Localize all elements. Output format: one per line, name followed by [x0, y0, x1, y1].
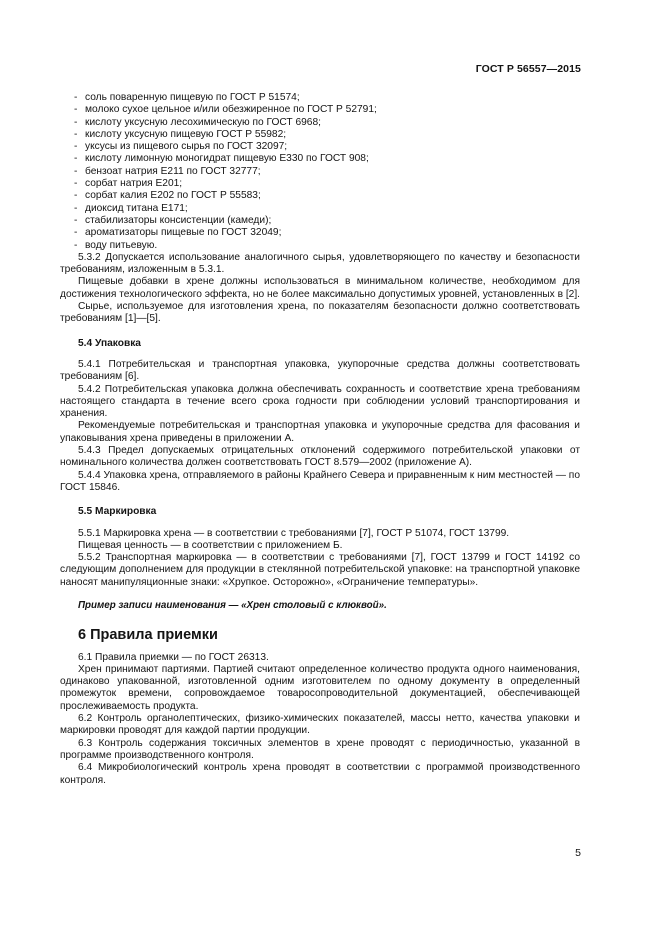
paragraph-additives: Пищевые добавки в хрене должны использоваться в минимальном количестве, необходимом для достижения технологического эффекта, но не более максимально допустимых уровней, установленных в [2]. — [60, 276, 580, 300]
page-number: 5 — [575, 847, 581, 859]
list-item — [60, 227, 580, 239]
list-item — [60, 166, 580, 178]
section-5-5-title: 5.5 Маркировка — [78, 506, 157, 518]
list-item — [60, 178, 580, 190]
list-dash: - — [74, 116, 78, 128]
list-dash: - — [74, 178, 78, 190]
list-item-text: кислоту уксусную лесохимическую по ГОСТ 6968; — [85, 116, 321, 128]
list-dash: - — [74, 202, 78, 214]
list-item-text: молоко сухое цельное и/или обезжиренное по ГОСТ Р 52791; — [85, 104, 377, 116]
section-6-title: 6 Правила приемки — [78, 627, 218, 644]
list-item — [60, 203, 580, 215]
list-item — [60, 117, 580, 129]
list-dash: - — [74, 92, 78, 103]
paragraph-raw-materials: Сырье, используемое для изготовления хрена, по показателям безопасности должно соответствовать требованиям [1]—[5]. — [60, 301, 580, 325]
paragraph-5-4-4: 5.4.4 Упаковка хрена, отправляемого в районы Крайнего Севера и приравненным к ним местностей — по ГОСТ 15846. — [60, 469, 580, 493]
list-item-text: диоксид титана Е171; — [85, 202, 188, 214]
paragraph-6-3: 6.3 Контроль содержания токсичных элементов в хрене проводят с периодичностью, указанной в программе производственного контроля. — [60, 737, 580, 761]
list-item-text: кислоту уксусную пищевую ГОСТ Р 55982; — [85, 128, 287, 140]
list-item-text: сорбат натрия Е201; — [85, 178, 183, 190]
list-dash: - — [74, 153, 78, 165]
paragraph-5-4-2: 5.4.2 Потребительская упаковка должна обеспечивать сохранность и соответствие хрена требованиям настоящего стандарта в течение всего срока годности при соблюдении условий транспортирования и хранения. — [60, 383, 580, 420]
list-dash: - — [74, 214, 78, 226]
list-item-text: сорбат калия Е202 по ГОСТ Р 55583; — [85, 190, 261, 202]
list-item — [60, 129, 580, 141]
list-item-text: ароматизаторы пищевые по ГОСТ 32049; — [85, 227, 282, 239]
list-dash: - — [74, 190, 78, 202]
paragraph-recommended-packaging: Рекомендуемые потребительская и транспортная упаковка и укупорочные средства для фасования и упаковывания хрена приведены в приложении А. — [60, 420, 580, 444]
paragraph-nutrition: Пищевая ценность — в соответствии с приложением Б. — [78, 539, 343, 551]
list-item-text: соль поваренную пищевую по ГОСТ Р 51574; — [85, 92, 300, 103]
list-item — [60, 153, 580, 165]
paragraph-6-1: 6.1 Правила приемки — по ГОСТ 26313. — [78, 651, 269, 663]
paragraph-5-5-1: 5.5.1 Маркировка хрена — в соответствии с требованиями [7], ГОСТ Р 51074, ГОСТ 13799. — [78, 527, 510, 539]
list-item-text: воду питьевую. — [85, 239, 158, 251]
naming-example: Пример записи наименования — «Хрен столовый с клюквой». — [78, 599, 387, 611]
list-item-text: кислоту лимонную моногидрат пищевую Е330 по ГОСТ 908; — [85, 153, 369, 165]
paragraph-5-3-2: 5.3.2 Допускается использование аналогичного сырья, удовлетворяющего по качеству и безопасности требованиям, изложенным в 5.3.1. — [60, 251, 580, 276]
paragraph-5-4-1: 5.4.1 Потребительская и транспортная упаковка, укупорочные средства должны соответствовать требованиям [6]. — [60, 358, 580, 383]
list-dash: - — [74, 141, 78, 153]
list-item — [60, 190, 580, 202]
list-dash: - — [74, 165, 78, 177]
paragraph-5-4-3: 5.4.3 Предел допускаемых отрицательных отклонений содержимого потребительской упаковки от номинального количества должен соответствовать ГОСТ 8.579—2002 (приложение А). — [60, 445, 580, 469]
paragraph-5-5-2: 5.5.2 Транспортная маркировка — в соответствии с требованиями [7], ГОСТ 13799 и ГОСТ 14192 со следующим дополнением для продукции в стеклянной потребительской упаковке: на транспортной упаковке наносят манипуляционные знаки: «Хрупкое. Осторожно», «Ограничение температуры». — [60, 552, 580, 588]
list-item-text: уксусы из пищевого сырья по ГОСТ 32097; — [85, 141, 288, 153]
page-content — [60, 92, 580, 787]
list-item — [60, 104, 580, 116]
list-dash: - — [74, 104, 78, 116]
list-item — [60, 92, 580, 104]
list-item-text: бензоат натрия Е211 по ГОСТ 32777; — [85, 165, 261, 177]
list-item — [60, 240, 580, 252]
paragraph-6-4: 6.4 Микробиологический контроль хрена проводят в соответствии с программой производственного контроля. — [60, 762, 580, 786]
list-item — [60, 215, 580, 227]
list-item — [60, 141, 580, 153]
list-item-text: стабилизаторы консистенции (камеди); — [85, 214, 272, 226]
section-5-4-title: 5.4 Упаковка — [78, 337, 141, 349]
paragraph-batches: Хрен принимают партиями. Партией считают определенное количество продукта одного наименования, одинаково упакованной, изготовленной одним изготовителем по одному документу в определенный промежуток времени, сопровождаемое товаросопроводительной документацией, обеспечивающей прослеживаемость продукта. — [60, 663, 580, 712]
list-dash: - — [74, 227, 78, 239]
list-dash: - — [74, 128, 78, 140]
list-dash: - — [74, 239, 78, 251]
ingredients-list — [60, 92, 580, 252]
standard-code-header: ГОСТ Р 56557—2015 — [475, 63, 581, 75]
paragraph-6-2: 6.2 Контроль органолептических, физико-химических показателей, массы нетто, качества упаковки и маркировки проводят для каждой партии продукции. — [60, 713, 580, 737]
